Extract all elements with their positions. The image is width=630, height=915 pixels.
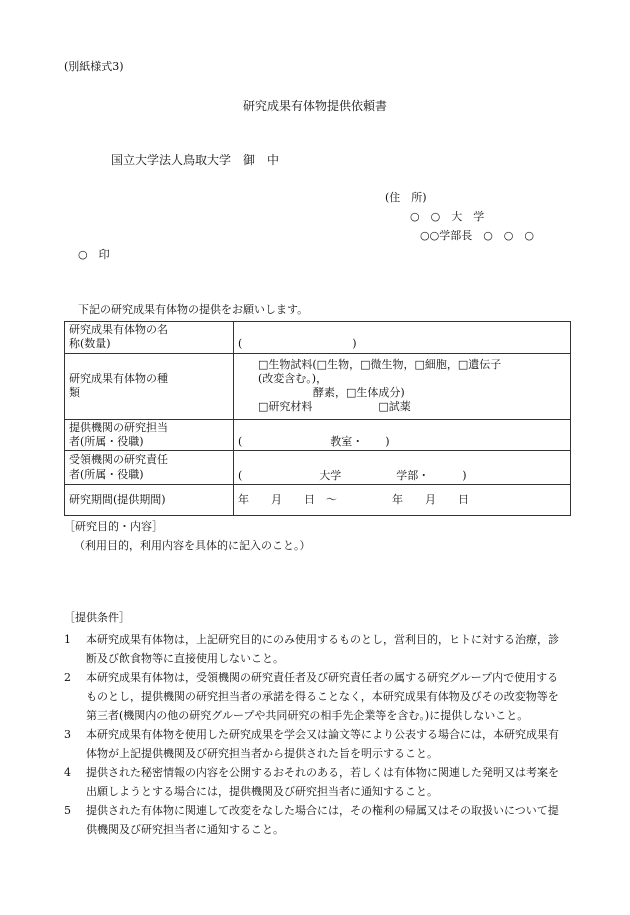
condition-number: 3 xyxy=(64,728,71,741)
label-cell: 研究成果有体物の名 称(数量) xyxy=(65,322,234,354)
checkbox-materials[interactable]: □研究材料 □試薬 xyxy=(258,400,411,414)
table-row-name xyxy=(65,322,571,354)
document-title: 研究成果有体物提供依頼書 xyxy=(242,99,387,113)
condition-item xyxy=(64,630,569,668)
label-cell: 研究期間(提供期間) xyxy=(65,485,234,516)
sender-university: ○ ○ 大 学 xyxy=(410,210,485,223)
label-cell: 受領機関の研究責任 者(所属・役職) xyxy=(65,451,234,485)
condition-text: 提供された秘密情報の内容を公開するおそれのある，若しくは有体物に関連した発明又は考案を出願しようとする場合には，提供機関及び研究担当者に通知すること。 xyxy=(86,766,559,798)
condition-number: 2 xyxy=(64,671,71,684)
addressee-honorific: 御 中 xyxy=(243,153,280,167)
purpose-heading: ［研究目的・内容］ xyxy=(64,520,163,533)
request-table xyxy=(64,321,571,516)
condition-item xyxy=(64,801,569,839)
checkbox-enzyme-line[interactable]: 酵素，□生体成分) xyxy=(258,386,405,400)
condition-text: 本研究成果有体物は，受領機関の研究責任者及び研究責任者の属する研究グループ内で使用するものとし，提供機関の研究担当者の承諾を得ることなく，本研究成果有体物及びその改変物等を第三者(機関内の他の研究グループや共同研究の相手先企業等を含む。)に提供しないこと。 xyxy=(86,671,559,722)
label-cell: 研究成果有体物の種 類 xyxy=(65,353,234,419)
form-label: (別紙様式3) xyxy=(64,60,124,73)
conditions-heading: ［提供条件］ xyxy=(64,611,130,624)
table-row-type xyxy=(65,353,571,419)
checkbox-bio-sample[interactable]: □生物試料(□生物，□微生物，□細胞，□遺伝子 xyxy=(258,357,502,371)
table-row-period xyxy=(65,485,571,516)
condition-number: 1 xyxy=(64,633,71,646)
table-row-provider xyxy=(65,419,571,451)
sender-address-label: (住 所) xyxy=(385,191,427,204)
condition-item xyxy=(64,763,569,801)
condition-number: 4 xyxy=(64,766,71,779)
value-cell: 年 月 日 ～ 年 月 日 xyxy=(234,485,571,516)
condition-number: 5 xyxy=(64,804,71,817)
condition-text: 本研究成果有体物を使用した研究成果を学会又は論文等により公表する場合には，本研究成果有体物が上記提供機関及び研究担当者から提供された旨を明示すること。 xyxy=(86,728,559,760)
condition-text: 提供された有体物に関連して改変をなした場合には，その権利の帰属又はその取扱いについて提供機関及び研究担当者に通知すること。 xyxy=(86,804,559,836)
value-cell: ( 教室・ ) xyxy=(234,419,571,451)
conditions-list xyxy=(64,630,569,839)
value-cell: □生物試料(□生物，□微生物，□細胞，□遺伝子 (改変含む。)， 酵素，□生体成分) □研究材料 □試薬 xyxy=(234,353,571,419)
sender-dean: ○○学部長 ○ ○ ○ xyxy=(420,229,534,242)
seal-mark: ○ 印 xyxy=(78,248,110,261)
condition-item xyxy=(64,668,569,725)
purpose-note: （利用目的，利用内容を具体的に記入のこと。） xyxy=(74,539,311,552)
condition-text: 本研究成果有体物は，上記研究目的にのみ使用するものとし，営利目的，ヒトに対する治療，診断及び飲食物等に直接使用しないこと。 xyxy=(86,633,559,665)
value-cell: ( 大学 学部・ ) xyxy=(234,451,571,485)
table-row-recipient xyxy=(65,451,571,485)
addressee xyxy=(111,153,279,169)
request-intro: 下記の研究成果有体物の提供をお願いします。 xyxy=(78,303,309,316)
value-cell: ( ) xyxy=(234,322,571,354)
condition-item xyxy=(64,725,569,763)
addressee-name: 国立大学法人鳥取大学 xyxy=(111,153,232,167)
label-cell: 提供機関の研究担当 者(所属・役職) xyxy=(65,419,234,451)
